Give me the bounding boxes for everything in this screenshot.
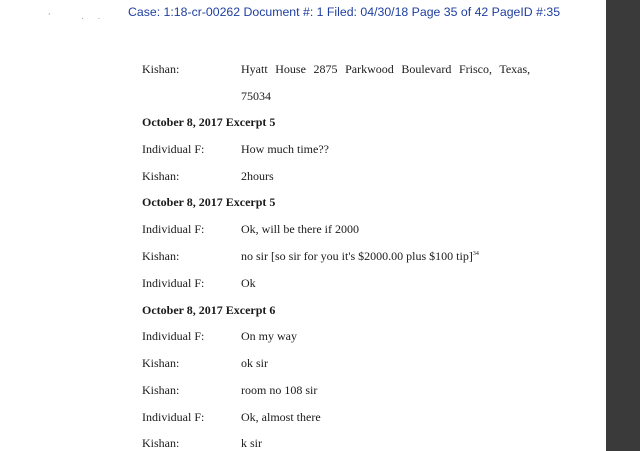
message-body: no sir [so sir for you it's $2000.00 plus $100 tip] — [241, 249, 473, 263]
message-text: Ok, almost there — [241, 410, 321, 424]
excerpt-heading: October 8, 2017 Excerpt 5 — [142, 195, 276, 209]
speaker-label: Kishan: — [142, 249, 180, 263]
speaker-label: Kishan: — [142, 436, 180, 450]
speaker-label: Individual F: — [142, 142, 205, 156]
excerpt-heading: October 8, 2017 Excerpt 6 — [142, 303, 276, 317]
speaker-label: Kishan: — [142, 356, 180, 370]
footnote-marker: 34 — [472, 251, 479, 257]
message-text: Ok, will be there if 2000 — [241, 222, 359, 236]
ecf-header: Case: 1:18-cr-00262 Document #: 1 Filed: 04/30/18 Page 35 of 42 PageID #:35 — [128, 5, 561, 19]
speaker-label: Kishan: — [142, 383, 180, 397]
message-text: How much time?? — [241, 142, 329, 156]
message-text: k sir — [241, 436, 262, 450]
message-text: Ok — [241, 276, 256, 290]
message-text — [241, 249, 479, 263]
speaker-label: Kishan: — [142, 62, 180, 76]
excerpt-heading: October 8, 2017 Excerpt 5 — [142, 115, 276, 129]
speaker-label: Individual F: — [142, 410, 205, 424]
viewer-left-margin — [0, 0, 39, 451]
message-text: 2hours — [241, 169, 274, 183]
message-text: ok sir — [241, 356, 268, 370]
speaker-label: Individual F: — [142, 222, 205, 236]
scan-artifact: ‘ .. ˙ — [48, 12, 149, 21]
message-text-continued: 75034 — [241, 89, 271, 103]
message-text: On my way — [241, 329, 297, 343]
message-text: room no 108 sir — [241, 383, 318, 397]
speaker-label: Kishan: — [142, 169, 180, 183]
speaker-label: Individual F: — [142, 276, 205, 290]
message-text: Hyatt House 2875 Parkwood Boulevard Frisco, Texas, — [241, 62, 531, 76]
document-page — [39, 0, 606, 451]
speaker-label: Individual F: — [142, 329, 205, 343]
viewer-right-margin — [606, 0, 640, 451]
